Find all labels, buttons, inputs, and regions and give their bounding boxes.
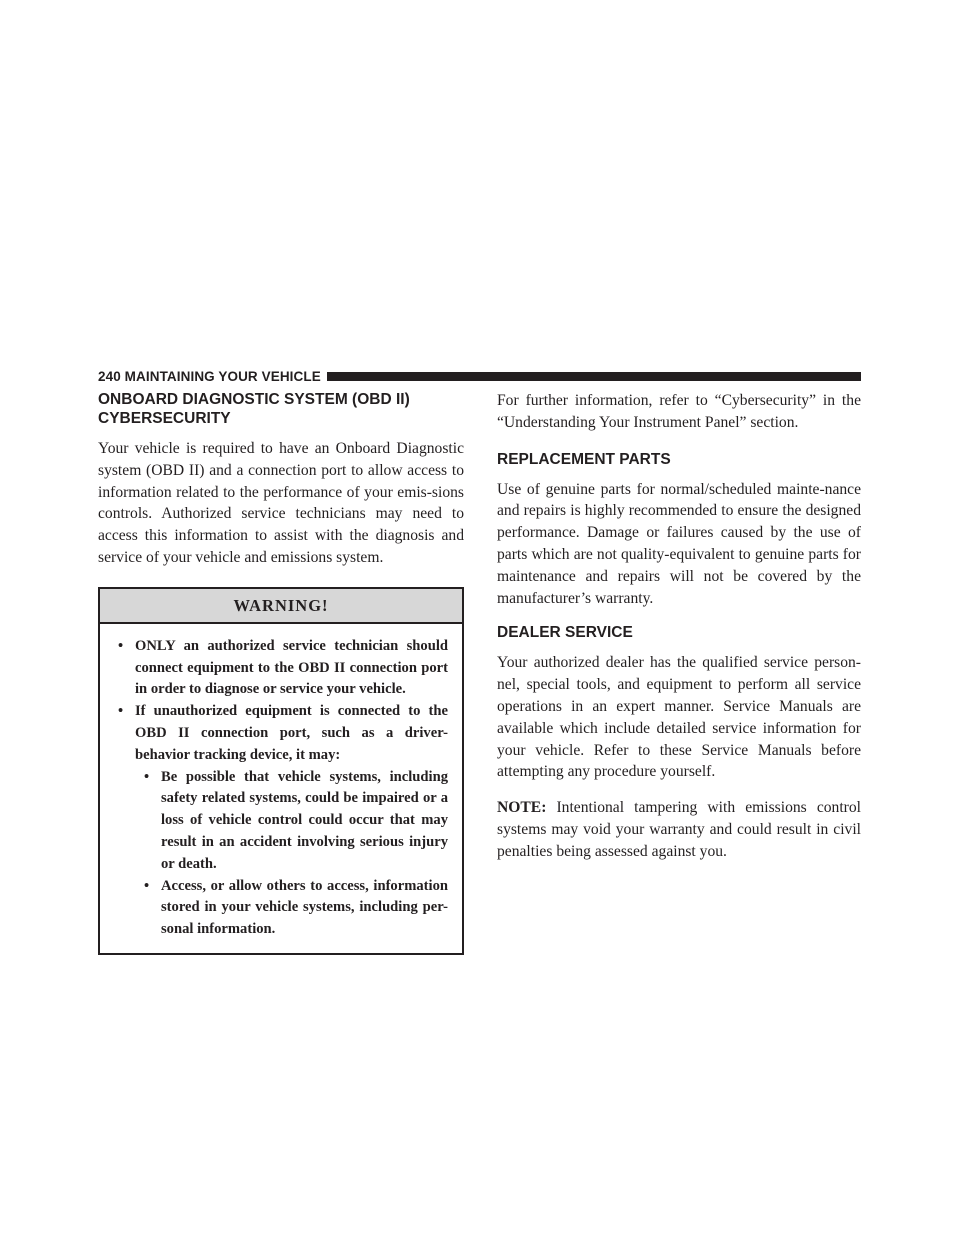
bullet-icon: • <box>144 877 150 894</box>
warning-item <box>114 701 448 766</box>
bullet-icon: • <box>144 768 150 785</box>
page-header <box>98 368 861 384</box>
warning-item-text: If unauthorized equipment is connected to the OBD II connection port, such as a driver-behavior tracking device, it may: <box>135 703 448 763</box>
obd-heading-line1: ONBOARD DIAGNOSTIC SYSTEM (OBD II) <box>98 391 410 408</box>
warning-subitem <box>114 767 448 876</box>
cybersecurity-reference: For further information, refer to “Cybersecurity” in the “Understanding Your Instrument Panel” section. <box>497 392 861 431</box>
bullet-icon: • <box>118 703 124 720</box>
obd-heading-line2: CYBERSECURITY <box>98 410 231 427</box>
warning-subitem-text: Access, or allow others to access, information stored in your vehicle systems, including per-sonal information. <box>161 877 448 938</box>
right-column <box>497 390 861 877</box>
warning-subitem-text: Be possible that vehicle systems, including safety related systems, could be impaired or a loss of vehicle control could occur that may result in an accident involving serious injury or death. <box>161 768 448 872</box>
note-paragraph <box>497 797 861 862</box>
warning-item-text: ONLY an authorized service technician should connect equipment to the OBD II connection port in order to diagnose or service your vehicle. <box>135 637 448 698</box>
header-rule <box>327 372 861 381</box>
header-title: 240 MAINTAINING YOUR VEHICLE <box>98 368 321 384</box>
obd-paragraph: Your vehicle is required to have an Onboard Diagnostic system (OBD II) and a connection port to allow access to information related to the performance of your emis-sions controls. Authorized service technicians may need to access this information to assist with the diagnosis and service of your vehicle and emissions system. <box>98 440 464 566</box>
warning-item <box>114 636 448 701</box>
obd-heading <box>98 390 464 428</box>
warning-body <box>100 624 462 953</box>
dealer-service-heading: DEALER SERVICE <box>497 624 633 642</box>
warning-subitem <box>114 876 448 941</box>
note-text: Intentional tampering with emissions control systems may void your warranty and could result in civil penalties being assessed against you. <box>497 799 861 860</box>
left-column <box>98 390 464 955</box>
replacement-parts-heading: REPLACEMENT PARTS <box>497 450 671 468</box>
dealer-service-paragraph: Your authorized dealer has the qualified service person-nel, special tools, and equipment to perform all service operations in an expert manner. Service Manuals are available which include detailed service information for your vehicle. Refer to these Service Manuals before attempting any procedure yourself. <box>497 654 861 781</box>
note-label: NOTE: <box>497 799 547 817</box>
replacement-parts-paragraph: Use of genuine parts for normal/scheduled mainte-nance and repairs is highly recommended to ensure the designed performance. Damage or failures caused by the use of parts which are not quality-equivalent to genuine parts for maintenance and repairs will not be covered by the manufacturer’s warranty. <box>497 480 861 607</box>
warning-title: WARNING! <box>100 589 462 624</box>
warning-box <box>98 587 464 955</box>
bullet-icon: • <box>118 637 124 654</box>
